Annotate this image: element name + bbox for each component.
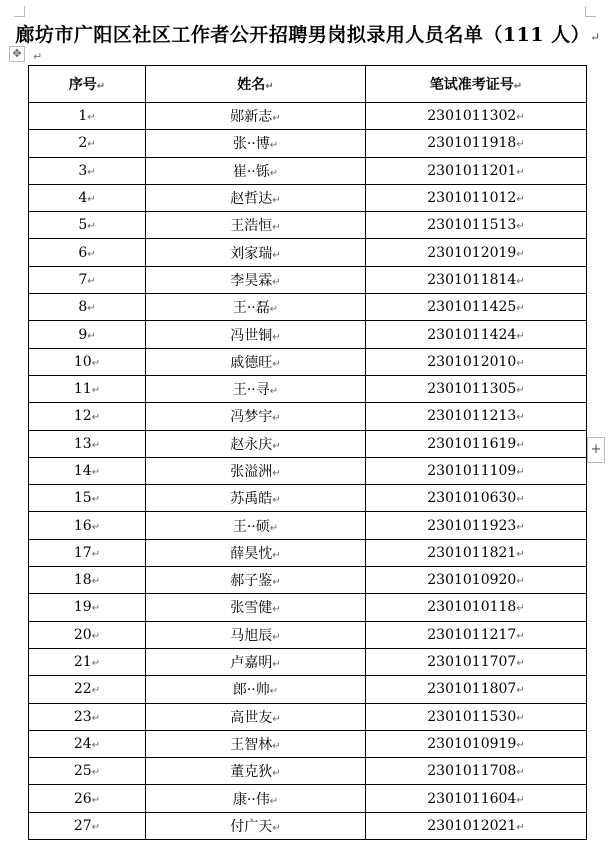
cell-number: 25↵: [29, 758, 146, 785]
cell-end-mark-icon: ↵: [272, 549, 281, 561]
cell-end-mark-icon: ↵: [272, 358, 281, 370]
cell-end-mark-icon: ↵: [516, 330, 525, 342]
cell-exam-id: 2301011814↵: [366, 266, 587, 293]
cell-end-mark-icon: ↵: [272, 768, 281, 780]
table-row: [29, 730, 587, 757]
cell-exam-id: 2301012010↵: [366, 348, 587, 375]
cell-exam-id: 2301011604↵: [366, 785, 587, 812]
cell-end-mark-icon: ↵: [516, 303, 525, 315]
table-row: [29, 648, 587, 675]
cell-end-mark-icon: ↵: [516, 194, 525, 206]
cell-end-mark-icon: ↵: [516, 139, 525, 151]
cell-end-mark-icon: ↵: [272, 740, 281, 752]
cell-exam-id: 2301011201↵: [366, 157, 587, 184]
cell-end-mark-icon: ↵: [516, 658, 525, 670]
cell-end-mark-icon: ↵: [516, 385, 525, 397]
cell-exam-id: 2301010118↵: [366, 594, 587, 621]
cell-end-mark-icon: ↵: [272, 468, 281, 479]
page-title: [0, 20, 616, 47]
cell-exam-id: 2301011217↵: [366, 621, 587, 648]
cell-name: 付广天↵: [146, 812, 366, 839]
cell-end-mark-icon: ↵: [272, 331, 281, 343]
cell-name: 戚德旺↵: [146, 348, 366, 375]
table-row: [29, 239, 587, 266]
cell-number: 22↵: [29, 676, 146, 703]
cell-number: 2↵: [29, 130, 146, 157]
cell-end-mark-icon: ↵: [272, 577, 281, 589]
cell-exam-id: 2301011918↵: [366, 130, 587, 157]
roster-table: [28, 65, 587, 840]
paragraph-mark-icon: ↵: [33, 50, 43, 63]
cell-end-mark-icon: ↵: [516, 712, 525, 724]
cell-end-mark-icon: ↵: [516, 275, 525, 287]
cell-end-mark-icon: ↵: [87, 275, 96, 287]
cell-name: 王··寻↵: [146, 375, 366, 402]
cell-number: 23↵: [29, 703, 146, 730]
cell-end-mark-icon: ↵: [272, 195, 281, 207]
cell-end-mark-icon: ↵: [269, 304, 279, 316]
cell-end-mark-icon: ↵: [87, 139, 96, 151]
cell-exam-id: 2301010920↵: [366, 567, 587, 594]
cell-end-mark-icon: ↵: [269, 686, 279, 698]
table-row: [29, 375, 587, 402]
cell-end-mark-icon: ↵: [269, 167, 279, 179]
cell-name: 赵哲达↵: [146, 184, 366, 211]
cell-end-mark-icon: ↵: [516, 794, 525, 806]
title-text: 廊坊市广阳区社区工作者公开招聘男岗拟录用人员名单（111 人）: [15, 24, 591, 46]
cell-end-mark-icon: ↵: [91, 685, 101, 697]
cell-name: 张··博↵: [146, 130, 366, 157]
cell-end-mark-icon: ↵: [269, 795, 279, 807]
cell-end-mark-icon: ↵: [269, 386, 279, 398]
cell-number: 14↵: [29, 457, 146, 484]
table-row: [29, 758, 587, 785]
cell-end-mark-icon: ↵: [87, 112, 96, 124]
table-row: [29, 785, 587, 812]
cell-number: 5↵: [29, 212, 146, 239]
cell-end-mark-icon: ↵: [91, 603, 101, 615]
cell-end-mark-icon: ↵: [91, 630, 101, 642]
cell-end-mark-icon: ↵: [91, 767, 101, 779]
cell-end-mark-icon: ↵: [516, 412, 525, 424]
table-row: [29, 457, 587, 484]
cell-exam-id: 2301011923↵: [366, 512, 587, 539]
cell-name: 郎··帅↵: [146, 676, 366, 703]
cell-name: 冯世铜↵: [146, 321, 366, 348]
table-row: [29, 621, 587, 648]
roster-body: [29, 103, 587, 840]
cell-end-mark-icon: ↵: [91, 521, 101, 533]
cell-exam-id: 2301011513↵: [366, 212, 587, 239]
cell-exam-id: 2301010919↵: [366, 730, 587, 757]
cell-exam-id: 2301011425↵: [366, 294, 587, 321]
cell-end-mark-icon: ↵: [269, 522, 279, 534]
cell-exam-id: 2301011807↵: [366, 676, 587, 703]
cell-exam-id: 2301011821↵: [366, 539, 587, 566]
cell-end-mark-icon: ↵: [87, 248, 96, 260]
cell-number: 4↵: [29, 184, 146, 211]
cell-name: 郝子鉴↵: [146, 567, 366, 594]
cell-end-mark-icon: ↵: [91, 385, 101, 397]
cell-end-mark-icon: ↵: [87, 330, 96, 342]
column-header-name: 姓名↵: [146, 66, 366, 103]
cell-end-mark-icon: ↵: [91, 576, 101, 588]
cell-end-mark-icon: ↵: [272, 440, 281, 452]
cell-number: 10↵: [29, 348, 146, 375]
cell-end-mark-icon: ↵: [91, 357, 101, 369]
table-row: [29, 676, 587, 703]
cell-exam-id: 2301010630↵: [366, 485, 587, 512]
cell-end-mark-icon: ↵: [516, 630, 525, 642]
cell-name: 王智林↵: [146, 730, 366, 757]
column-header-number: 序号↵: [29, 66, 146, 103]
table-row: [29, 348, 587, 375]
cell-end-mark-icon: ↵: [91, 439, 101, 451]
table-row: [29, 812, 587, 839]
cell-number: 9↵: [29, 321, 146, 348]
cell-name: 崔··铄↵: [146, 157, 366, 184]
page-corner-mark-right: [585, 6, 596, 17]
table-row: [29, 539, 587, 566]
table-row: [29, 294, 587, 321]
table-row: [29, 130, 587, 157]
cell-end-mark-icon: ↵: [91, 739, 101, 751]
cell-end-mark-icon: ↵: [516, 357, 525, 369]
cell-end-mark-icon: ↵: [91, 712, 101, 724]
cell-end-mark-icon: ↵: [516, 739, 525, 751]
cell-name: 董克狄↵: [146, 758, 366, 785]
cell-end-mark-icon: ↵: [272, 222, 281, 234]
cell-exam-id: 2301012021↵: [366, 812, 587, 839]
table-move-handle-icon[interactable]: ✥: [9, 46, 25, 62]
cell-end-mark-icon: ↵: [516, 221, 525, 233]
cell-number: 21↵: [29, 648, 146, 675]
cell-exam-id: 2301011708↵: [366, 758, 587, 785]
cell-name: 冯梦宇↵: [146, 403, 366, 430]
table-header-row: [29, 66, 587, 103]
cell-end-mark-icon: ↵: [516, 467, 525, 478]
cell-end-mark-icon: ↵: [91, 548, 101, 560]
cell-end-mark-icon: ↵: [516, 603, 525, 615]
cell-end-mark-icon: ↵: [272, 822, 281, 834]
cell-end-mark-icon: ↵: [516, 439, 525, 451]
table-row: [29, 703, 587, 730]
cell-name: 王浩恒↵: [146, 212, 366, 239]
cell-end-mark-icon: ↵: [269, 140, 279, 152]
table-row: [29, 512, 587, 539]
cell-exam-id: 2301011305↵: [366, 375, 587, 402]
cell-end-mark-icon: ↵: [516, 767, 525, 779]
cell-number: 19↵: [29, 594, 146, 621]
cell-number: 1↵: [29, 103, 146, 130]
cell-end-mark-icon: ↵: [272, 249, 281, 261]
table-row: [29, 103, 587, 130]
cell-exam-id: 2301011707↵: [366, 648, 587, 675]
cell-end-mark-icon: ↵: [516, 548, 525, 560]
add-row-icon[interactable]: +: [587, 437, 605, 463]
table-row: [29, 212, 587, 239]
cell-name: 张溢洲↵: [146, 457, 366, 484]
cell-end-mark-icon: ↵: [516, 521, 525, 533]
cell-number: 11↵: [29, 375, 146, 402]
cell-number: 3↵: [29, 157, 146, 184]
cell-name: 郧新志↵: [146, 103, 366, 130]
cell-name: 薛昊忱↵: [146, 539, 366, 566]
cell-name: 赵永庆↵: [146, 430, 366, 457]
table-row: [29, 567, 587, 594]
cell-number: 6↵: [29, 239, 146, 266]
cell-exam-id: 2301011530↵: [366, 703, 587, 730]
cell-number: 15↵: [29, 485, 146, 512]
cell-number: 26↵: [29, 785, 146, 812]
cell-end-mark-icon: ↵: [272, 113, 281, 125]
cell-number: 20↵: [29, 621, 146, 648]
cell-exam-id: 2301011302↵: [366, 103, 587, 130]
cell-name: 王··硕↵: [146, 512, 366, 539]
cell-exam-id: 2301011213↵: [366, 403, 587, 430]
table-row: [29, 184, 587, 211]
table-row: [29, 321, 587, 348]
cell-end-mark-icon: ↵: [87, 303, 96, 315]
cell-number: 13↵: [29, 430, 146, 457]
cell-end-mark-icon: ↵: [516, 112, 525, 124]
cell-end-mark-icon: ↵: [272, 276, 281, 288]
cell-exam-id: 2301011619↵: [366, 430, 587, 457]
paragraph-mark-icon: ↵: [590, 30, 601, 44]
cell-end-mark-icon: ↵: [516, 685, 525, 697]
cell-name: 卢嘉明↵: [146, 648, 366, 675]
cell-name: 王··磊↵: [146, 294, 366, 321]
cell-end-mark-icon: ↵: [516, 494, 525, 506]
cell-exam-id: 2301012019↵: [366, 239, 587, 266]
cell-end-mark-icon: ↵: [87, 166, 96, 178]
cell-end-mark-icon: ↵: [272, 413, 281, 425]
cell-end-mark-icon: ↵: [272, 631, 281, 643]
cell-exam-id: 2301011109↵: [366, 457, 587, 484]
cell-end-mark-icon: ↵: [516, 821, 525, 833]
table-row: [29, 430, 587, 457]
table-row: [29, 594, 587, 621]
cell-end-mark-icon: ↵: [272, 713, 281, 725]
table-row: [29, 157, 587, 184]
cell-number: 17↵: [29, 539, 146, 566]
column-header-exam-id: 笔试准考证号↵: [366, 66, 587, 103]
cell-name: 康··伟↵: [146, 785, 366, 812]
cell-end-mark-icon: ↵: [87, 194, 96, 206]
cell-end-mark-icon: ↵: [272, 659, 281, 671]
cell-exam-id: 2301011424↵: [366, 321, 587, 348]
cell-end-mark-icon: ↵: [516, 248, 525, 260]
cell-name: 李昊霖↵: [146, 266, 366, 293]
table-row: [29, 403, 587, 430]
cell-name: 马旭辰↵: [146, 621, 366, 648]
cell-end-mark-icon: ↵: [516, 166, 525, 178]
cell-number: 24↵: [29, 730, 146, 757]
cell-exam-id: 2301011012↵: [366, 184, 587, 211]
cell-name: 张雪健↵: [146, 594, 366, 621]
cell-name: 苏禹皓↵: [146, 485, 366, 512]
cell-end-mark-icon: ↵: [91, 821, 101, 833]
cell-name: 高世友↵: [146, 703, 366, 730]
cell-end-mark-icon: ↵: [87, 221, 96, 233]
cell-end-mark-icon: ↵: [91, 794, 101, 806]
table-row: [29, 485, 587, 512]
cell-end-mark-icon: ↵: [91, 412, 101, 424]
table-row: [29, 266, 587, 293]
cell-end-mark-icon: ↵: [91, 494, 101, 506]
cell-number: 12↵: [29, 403, 146, 430]
cell-end-mark-icon: ↵: [272, 604, 281, 616]
cell-number: 16↵: [29, 512, 146, 539]
cell-end-mark-icon: ↵: [272, 495, 281, 507]
cell-number: 18↵: [29, 567, 146, 594]
page-corner-mark-left: [14, 6, 25, 17]
cell-end-mark-icon: ↵: [91, 658, 101, 670]
cell-number: 7↵: [29, 266, 146, 293]
cell-number: 27↵: [29, 812, 146, 839]
cell-number: 8↵: [29, 294, 146, 321]
cell-end-mark-icon: ↵: [516, 576, 525, 588]
cell-name: 刘家瑞↵: [146, 239, 366, 266]
cell-end-mark-icon: ↵: [91, 467, 101, 478]
